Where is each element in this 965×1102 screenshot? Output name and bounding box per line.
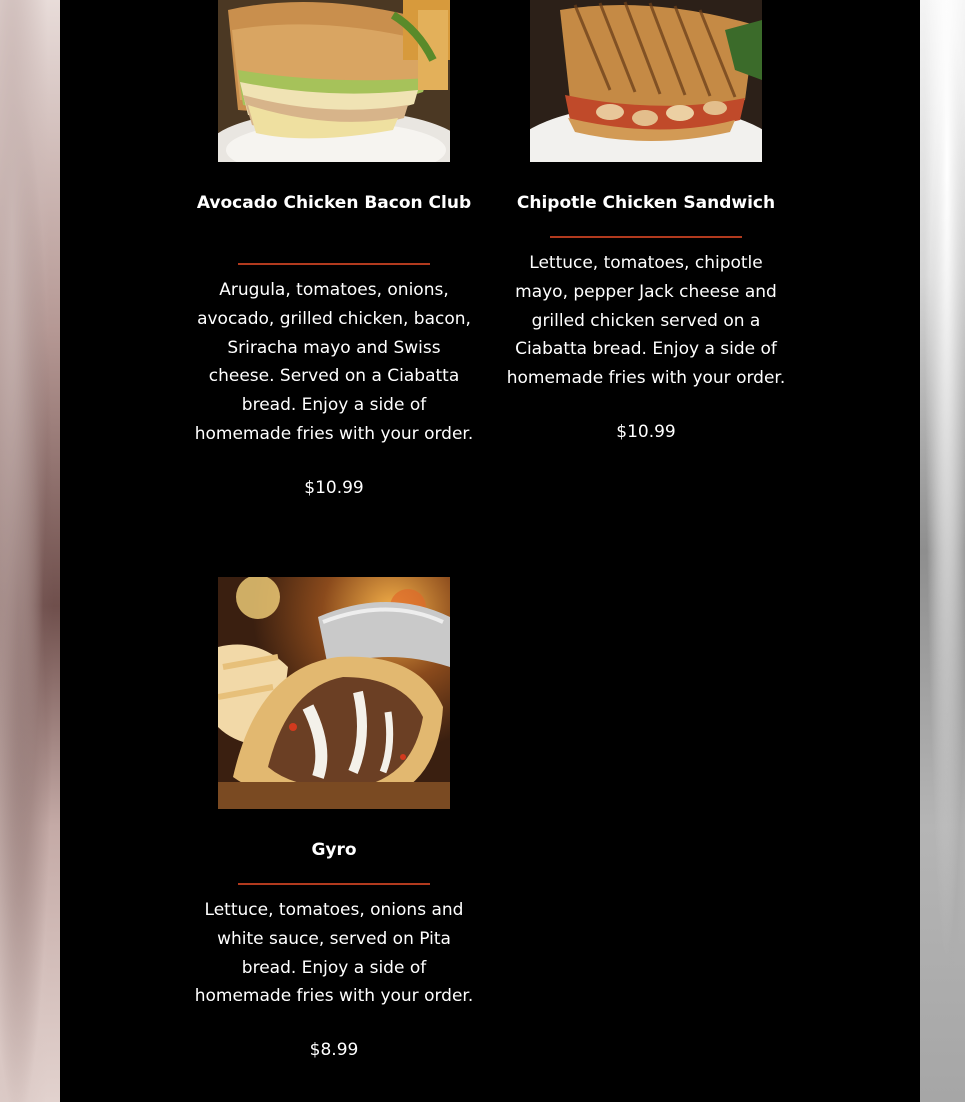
menu-item-card xyxy=(506,0,786,460)
title-divider xyxy=(238,883,430,885)
item-description: Arugula, tomatoes, onions, avocado, grilled chicken, bacon, Sriracha mayo and Swiss cheese. Served on a Ciabatta bread. Enjoy a side of homemade fries with your order. xyxy=(194,280,474,444)
menu-panel xyxy=(60,0,920,1102)
item-description: Lettuce, tomatoes, onions and white sauce, served on Pita bread. Enjoy a side of homemade fries with your order. xyxy=(194,900,474,1007)
title-divider xyxy=(550,236,742,238)
gyro-image xyxy=(218,577,450,809)
chipotle-chicken-panini-image xyxy=(530,0,762,162)
sandwich-photo[interactable] xyxy=(218,0,450,162)
avocado-chicken-club-image xyxy=(218,0,450,162)
sandwich-photo[interactable] xyxy=(530,0,762,162)
item-price: $10.99 xyxy=(616,422,676,442)
item-description: Lettuce, tomatoes, chipotle mayo, pepper Jack cheese and grilled chicken served on a Ciabatta bread. Enjoy a side of homemade fries with your order. xyxy=(506,253,786,389)
item-price: $10.99 xyxy=(304,478,364,498)
menu-item-card xyxy=(194,577,474,1102)
gyro-photo[interactable] xyxy=(218,577,450,809)
item-price: $8.99 xyxy=(309,1040,359,1060)
background-left-blur xyxy=(0,0,60,1102)
item-title: Avocado Chicken Bacon Club xyxy=(196,193,472,213)
menu-item-card xyxy=(194,0,474,520)
title-divider xyxy=(238,263,430,265)
background-right-blur xyxy=(920,0,965,1102)
item-title: Gyro xyxy=(311,840,357,860)
item-title: Chipotle Chicken Sandwich xyxy=(516,193,776,213)
